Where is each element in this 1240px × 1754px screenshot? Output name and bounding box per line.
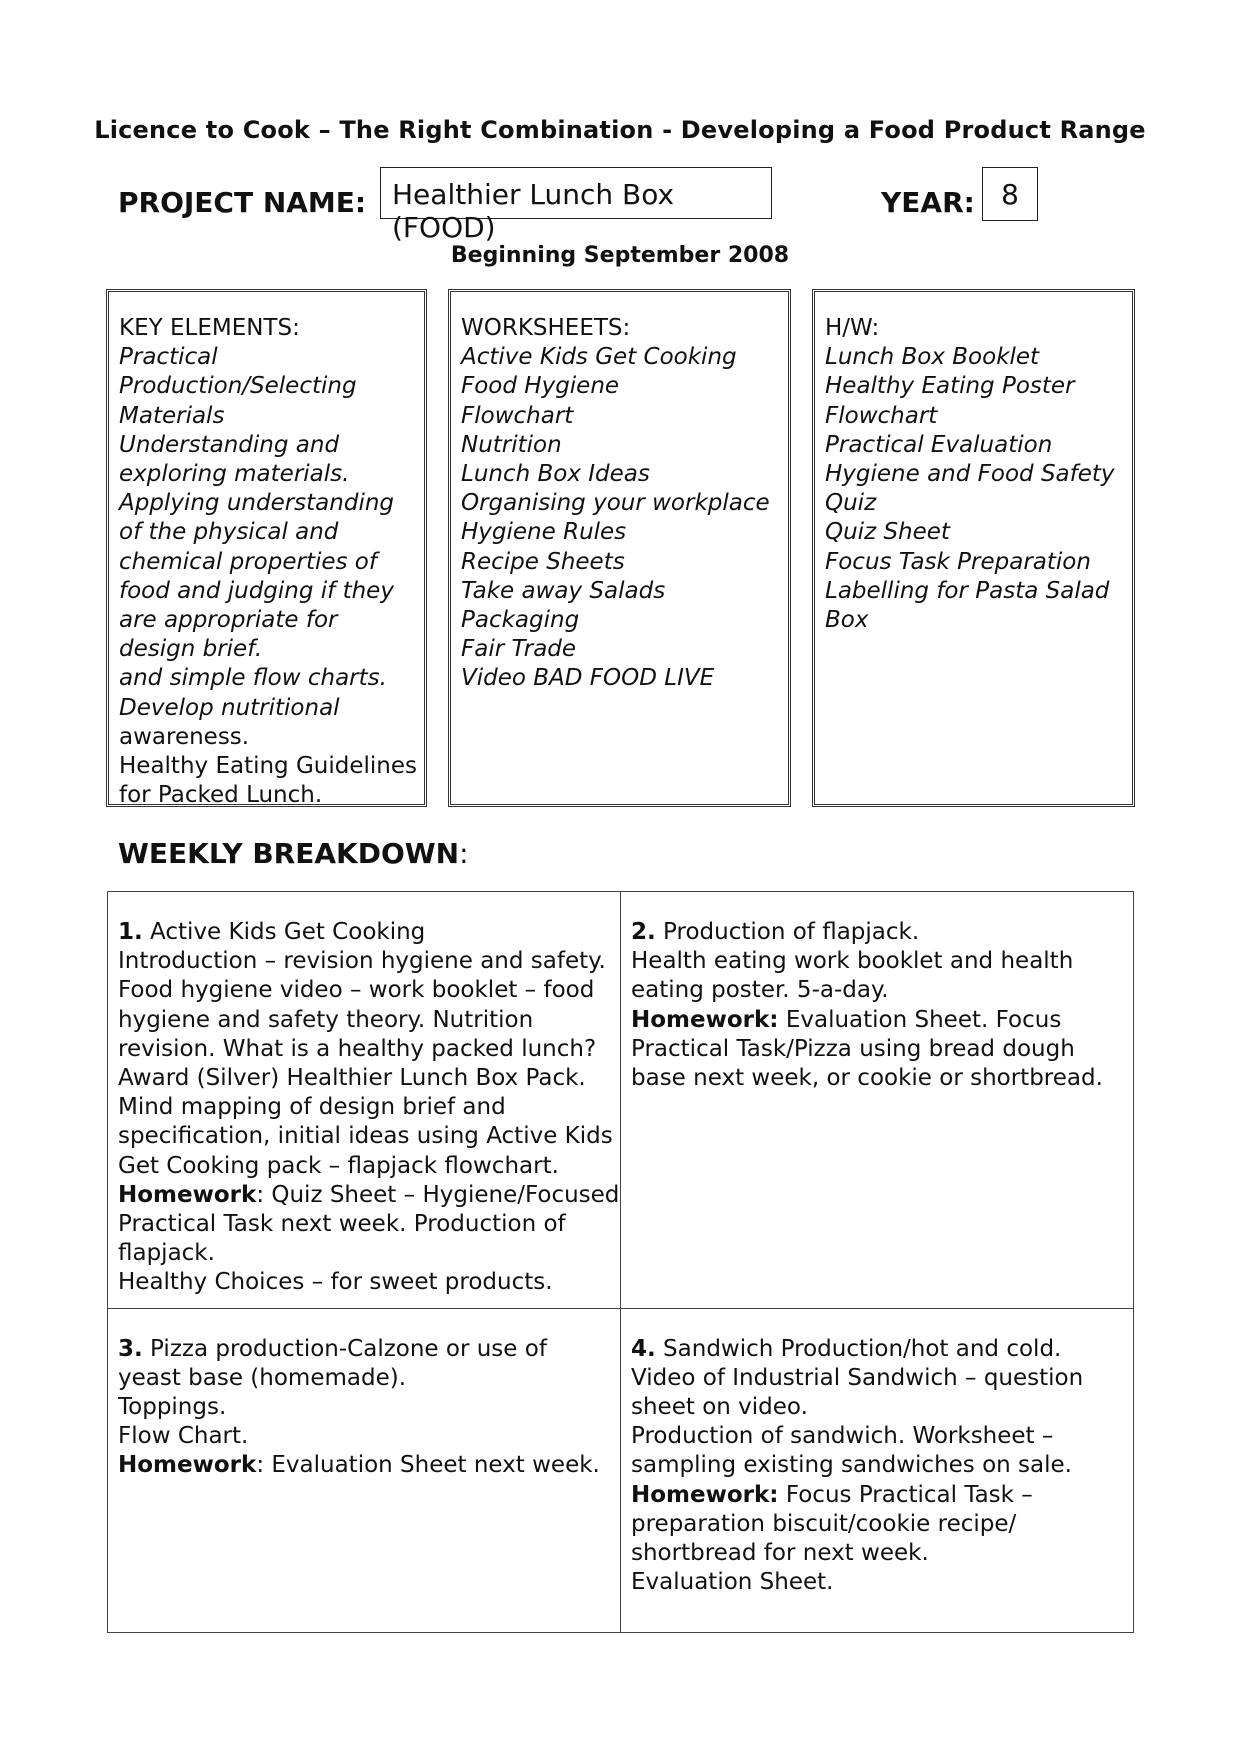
key-element-line: Materials: [119, 402, 225, 429]
key-elements-panel: [106, 289, 427, 807]
key-element-line: food and judging if they: [119, 577, 394, 604]
week-line: Production of sandwich. Worksheet –: [631, 1423, 1054, 1450]
worksheet-item: Take away Salads: [461, 577, 666, 604]
document-title: Licence to Cook – The Right Combination - Developing a Food Product Range: [94, 116, 1146, 144]
worksheet-item: Nutrition: [461, 431, 562, 458]
homework-text: : Evaluation Sheet next week.: [256, 1452, 600, 1479]
worksheet-item: Recipe Sheets: [461, 548, 625, 575]
key-element-line: awareness.: [119, 723, 250, 750]
project-name-value: Healthier Lunch Box (FOOD): [392, 178, 675, 244]
week-line: Healthy Choices – for sweet products.: [118, 1269, 553, 1296]
week-number: 4.: [631, 1335, 656, 1362]
key-element-line: Develop nutritional: [119, 694, 340, 721]
week-homework-line: [118, 1181, 620, 1210]
week-line: hygiene and safety theory. Nutrition: [118, 1006, 534, 1033]
key-element-line: design brief.: [119, 636, 263, 663]
worksheets-list: [461, 343, 778, 693]
homework-item: Practical Evaluation: [825, 431, 1053, 458]
homework-item: Box: [825, 607, 869, 634]
key-element-line: and simple flow charts.: [119, 665, 387, 692]
homework-item: Flowchart: [825, 402, 938, 429]
week-line: sampling existing sandwiches on sale.: [631, 1452, 1072, 1479]
homework-label: Homework:: [631, 1006, 779, 1033]
week-title-line: [631, 918, 1123, 947]
week-title-line: [118, 1335, 610, 1364]
key-element-line: chemical properties of: [119, 548, 377, 575]
week-line: Practical Task/Pizza using bread dough: [631, 1035, 1075, 1062]
week-title: Active Kids Get Cooking: [142, 919, 426, 945]
key-elements-regular-list: [119, 723, 418, 811]
key-element-line: Production/Selecting: [119, 373, 357, 400]
year-box: [982, 167, 1038, 221]
week-title: Sandwich Production/hot and cold.: [655, 1335, 1062, 1362]
homework-heading: H/W:: [825, 315, 880, 341]
key-element-line: Understanding and: [119, 431, 340, 458]
week-line: Practical Task next week. Production of: [118, 1211, 566, 1238]
week-line: specification, initial ideas using Active Kids: [118, 1123, 613, 1150]
key-element-line: of the physical and: [119, 519, 339, 546]
week-homework-line: [631, 1481, 1123, 1510]
homework-item: Focus Task Preparation: [825, 548, 1091, 575]
week-title: Pizza production-Calzone or use of: [142, 1335, 547, 1362]
week-number: 2.: [631, 919, 656, 945]
worksheet-item: Fair Trade: [461, 636, 577, 663]
project-name-box: [380, 167, 772, 244]
homework-label: Homework: [118, 1181, 257, 1208]
key-element-line: Healthy Eating Guidelines: [119, 753, 418, 780]
week-line: revision. What is a healthy packed lunch?: [118, 1035, 597, 1062]
week-line: Toppings.: [118, 1394, 227, 1421]
worksheet-item: Food Hygiene: [461, 373, 620, 400]
worksheet-item: Lunch Box Ideas: [461, 461, 650, 488]
worksheet-item: Flowchart: [461, 402, 574, 429]
worksheet-item: Organising your workplace: [461, 490, 770, 517]
week-line: Video of Industrial Sandwich – question: [631, 1364, 1084, 1391]
week-line: Introduction – revision hygiene and safety.: [118, 948, 606, 975]
week-number: 1.: [118, 919, 143, 945]
week-line: base next week, or cookie or shortbread.: [631, 1065, 1103, 1092]
worksheets-heading: WORKSHEETS:: [461, 315, 631, 341]
week-line: Flow Chart.: [118, 1423, 249, 1450]
week-3-cell: [108, 1308, 621, 1632]
homework-item: Labelling for Pasta Salad: [825, 577, 1110, 604]
key-element-line: Practical: [119, 344, 218, 371]
week-line: flapjack.: [118, 1240, 215, 1267]
week-number: 3.: [118, 1335, 143, 1362]
homework-item: Quiz Sheet: [825, 519, 950, 546]
worksheet-item: Active Kids Get Cooking: [461, 344, 737, 371]
homework-text: : Quiz Sheet – Hygiene/Focused: [256, 1181, 620, 1208]
homework-item: Lunch Box Booklet: [825, 344, 1040, 371]
week-line: Award (Silver) Healthier Lunch Box Pack.: [118, 1065, 586, 1092]
homework-text: Focus Practical Task –: [778, 1481, 1033, 1508]
week-homework-line: [631, 1006, 1123, 1035]
week-line: shortbread for next week.: [631, 1540, 929, 1567]
year-label: YEAR:: [881, 186, 975, 219]
week-line: Get Cooking pack – flapjack flowchart.: [118, 1152, 559, 1179]
key-element-line: Applying understanding: [119, 490, 395, 517]
week-title: Production of flapjack.: [655, 919, 920, 945]
week-4-cell: [621, 1308, 1134, 1632]
weekly-breakdown-heading: [118, 837, 469, 870]
week-line: Mind mapping of design brief and: [118, 1094, 506, 1121]
week-1-cell: [108, 892, 621, 1309]
beginning-date: Beginning September 2008: [450, 243, 790, 268]
weekly-breakdown-colon: :: [459, 837, 469, 870]
week-line: sheet on video.: [631, 1394, 808, 1421]
worksheet-item: Hygiene Rules: [461, 519, 627, 546]
week-title-line: [631, 1335, 1123, 1364]
homework-label: Homework: [118, 1452, 257, 1479]
worksheets-panel: [448, 289, 791, 807]
week-line: yeast base (homemade).: [118, 1364, 407, 1391]
weekly-breakdown-table: [107, 891, 1134, 1633]
week-homework-line: [118, 1451, 610, 1480]
key-elements-italic-list: [119, 343, 414, 723]
homework-item: Hygiene and Food Safety: [825, 461, 1115, 488]
week-line: Food hygiene video – work booklet – food: [118, 977, 595, 1004]
week-line: Evaluation Sheet.: [631, 1569, 834, 1596]
week-line: Health eating work booklet and health: [631, 948, 1074, 975]
weekly-breakdown-label: WEEKLY BREAKDOWN: [118, 837, 460, 870]
key-elements-heading: KEY ELEMENTS:: [119, 315, 300, 341]
week-line: eating poster. 5-a-day.: [631, 977, 889, 1004]
week-2-cell: [621, 892, 1134, 1309]
year-value: 8: [1001, 178, 1019, 211]
key-element-line: exploring materials.: [119, 461, 350, 488]
week-title-line: [118, 918, 610, 947]
homework-panel: [812, 289, 1135, 807]
worksheet-item: Video BAD FOOD LIVE: [461, 665, 715, 692]
homework-label: Homework:: [631, 1481, 779, 1508]
homework-text: Evaluation Sheet. Focus: [778, 1006, 1062, 1033]
homework-item: Quiz: [825, 490, 877, 517]
homework-list: [825, 343, 1122, 635]
key-element-line: are appropriate for: [119, 607, 338, 634]
key-element-line: for Packed Lunch.: [119, 782, 323, 809]
project-name-label: PROJECT NAME:: [118, 186, 367, 219]
week-line: preparation biscuit/cookie recipe/: [631, 1510, 1017, 1537]
homework-item: Healthy Eating Poster: [825, 373, 1075, 400]
worksheet-item: Packaging: [461, 607, 580, 634]
